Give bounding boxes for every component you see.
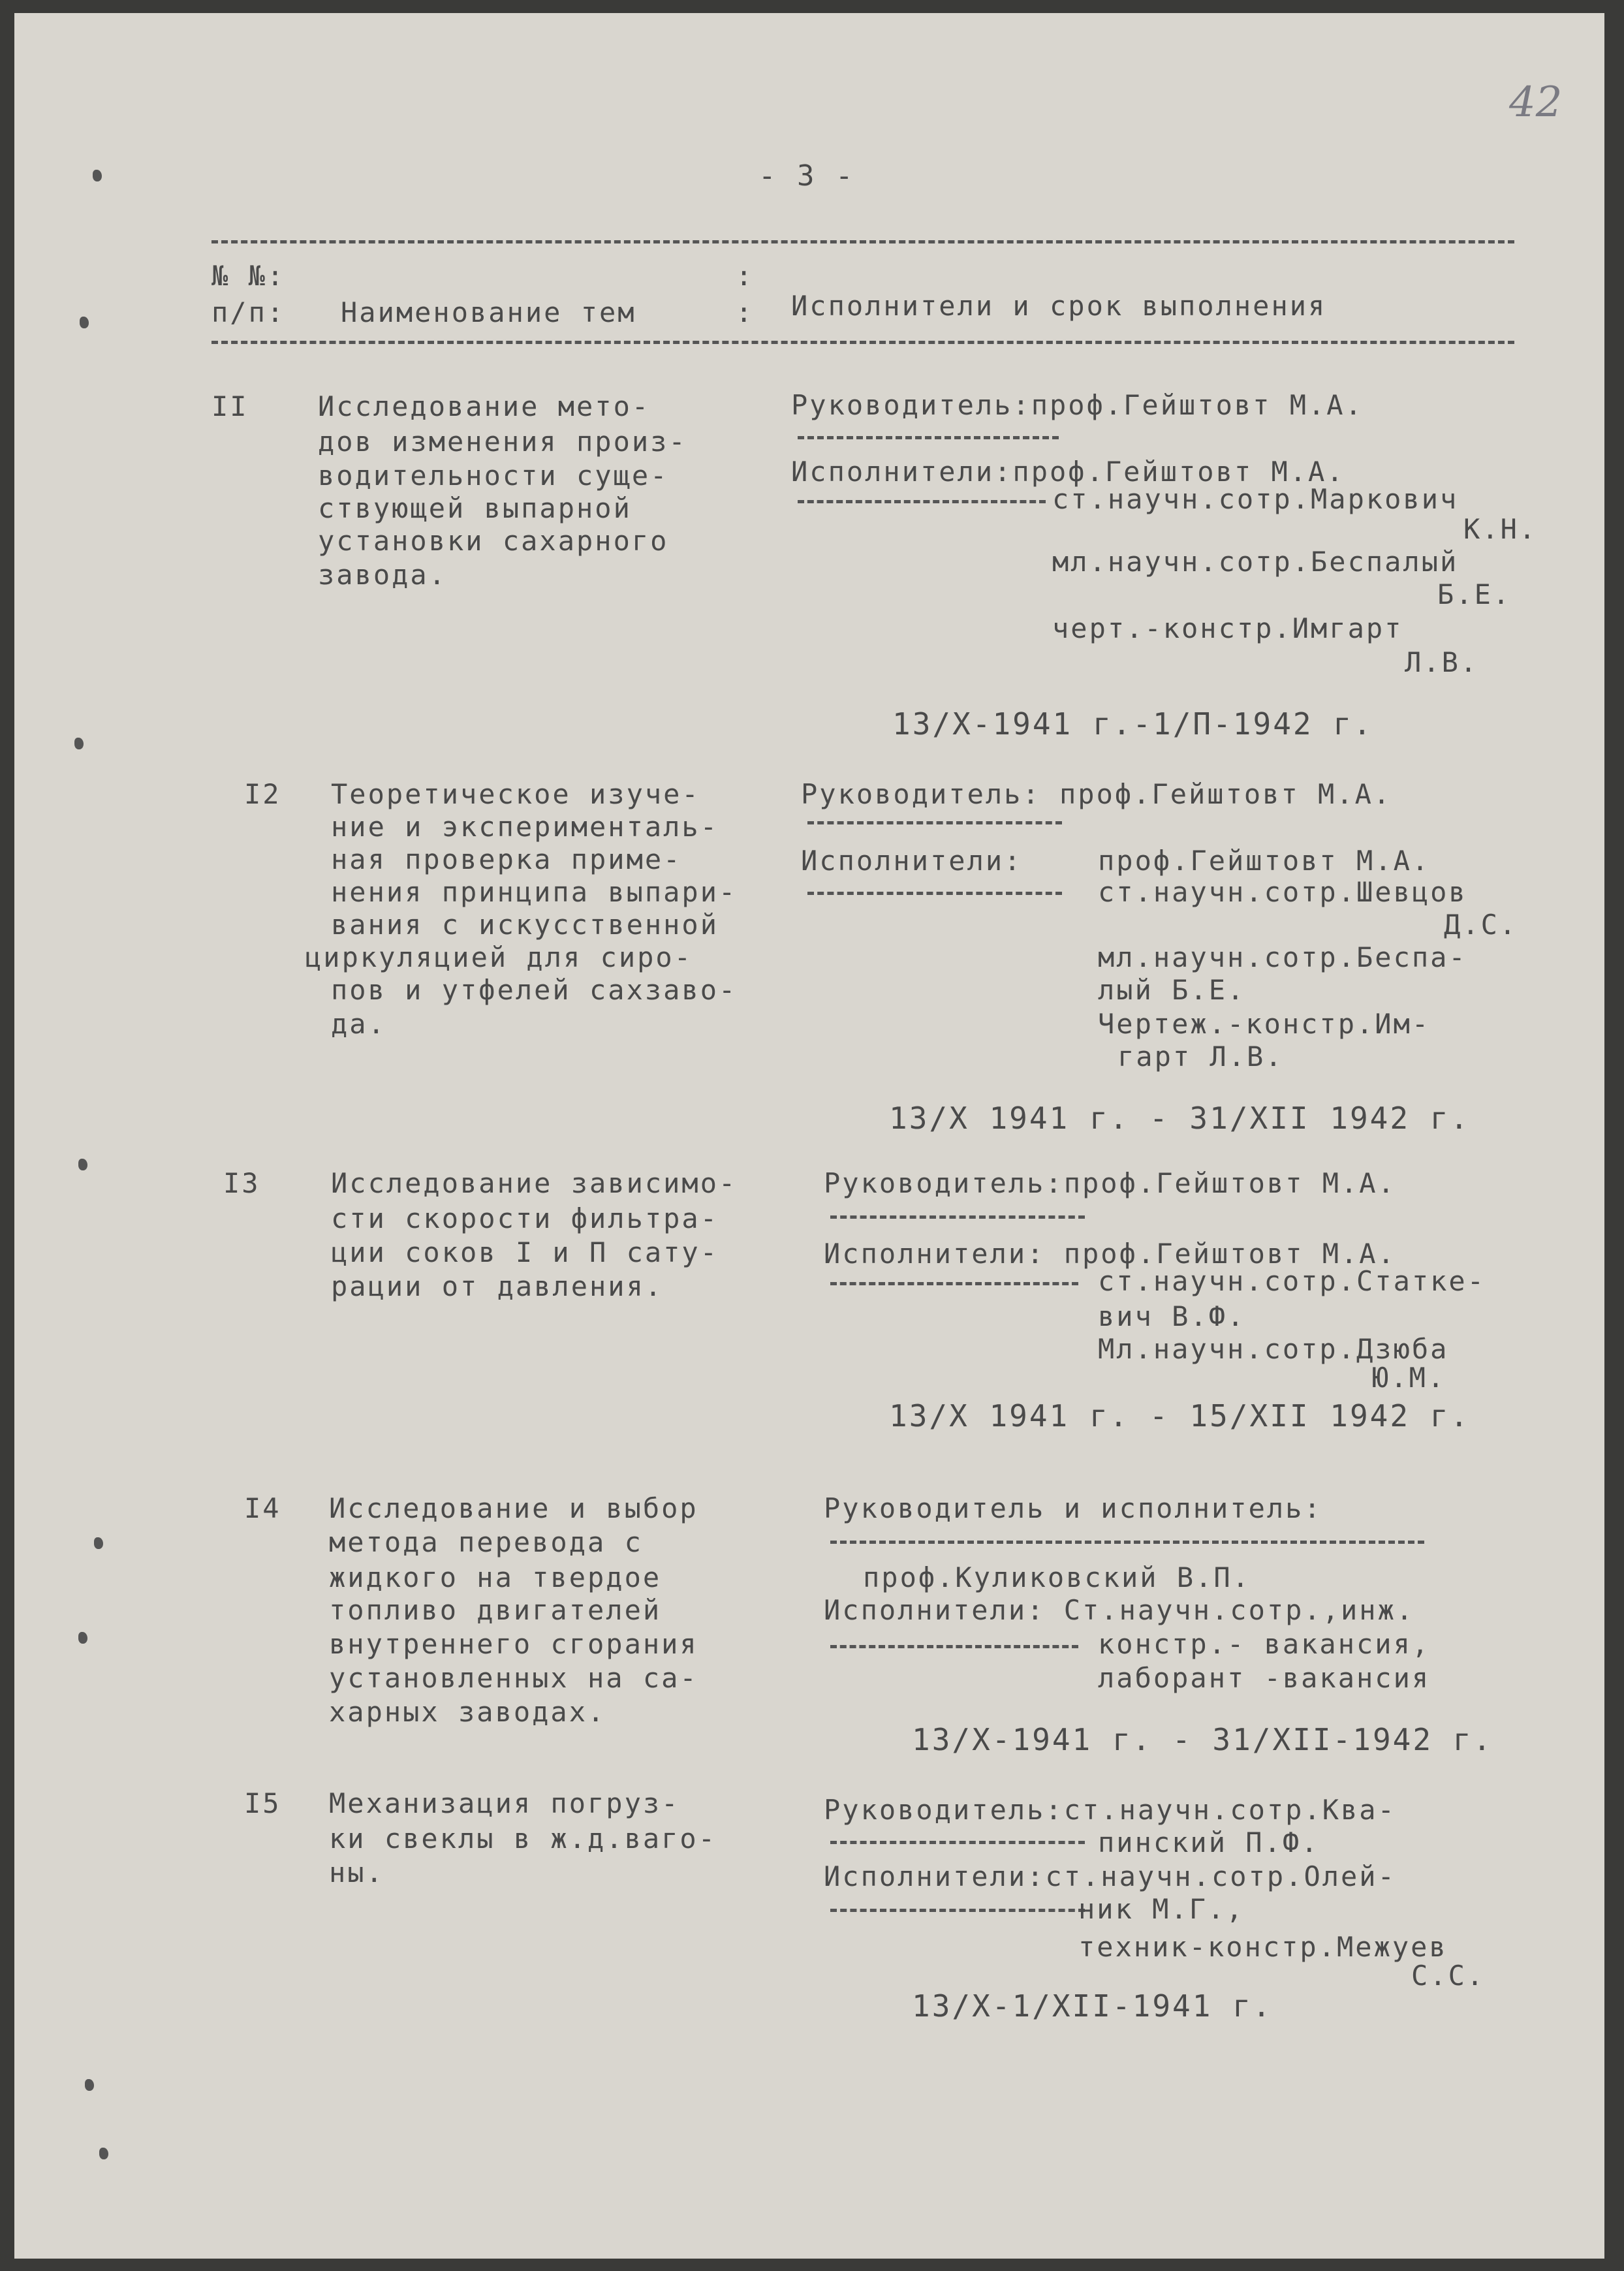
entry-14-title: метода перевода с xyxy=(329,1526,643,1558)
entry-14-number: I4 xyxy=(244,1492,281,1524)
header-topic-col: Наименование тем xyxy=(341,296,636,328)
entry-11-title: завода. xyxy=(318,559,448,591)
entry-11-executor-line: мл.научн.сотр.Беспалый xyxy=(1052,546,1459,578)
entry-14-title: внутреннего сгорания xyxy=(329,1628,698,1660)
entry-15-executor-line: Исполнители:ст.научн.сотр.Олей- xyxy=(824,1860,1396,1892)
entry-14-executor-line: лаборант -вакансия xyxy=(1098,1662,1431,1694)
underline-rule xyxy=(830,1282,1078,1285)
header-number-col-line2: п/п: xyxy=(211,296,286,328)
entry-12-executor-line: ст.научн.сотр.Шевцов xyxy=(1098,876,1467,908)
entry-13-title: сти скорости фильтра- xyxy=(331,1202,719,1234)
entry-11-title: установки сахарного xyxy=(318,525,669,557)
entry-12-title: нения принципа выпари- xyxy=(331,876,738,908)
underline-rule xyxy=(830,1645,1078,1648)
entry-13-period: 13/X 1941 г. - 15/XII 1942 г. xyxy=(889,1398,1471,1433)
entry-11-title: ствующей выпарной xyxy=(318,492,632,524)
binding-hole xyxy=(80,317,89,328)
header-separator: : xyxy=(736,260,755,292)
entry-14-executor-line: констр.- вакансия, xyxy=(1098,1628,1431,1660)
entry-12-title: вания с искусственной xyxy=(331,909,719,941)
entry-13-number: I3 xyxy=(223,1167,260,1199)
underline-rule xyxy=(798,500,1046,503)
entry-14-title: харных заводах. xyxy=(329,1696,606,1728)
entry-11-executor-line: Б.Е. xyxy=(1437,578,1512,610)
entry-12-executor-line: гарт Л.В. xyxy=(1117,1041,1284,1073)
entry-11-title: дов изменения произ- xyxy=(318,426,687,458)
binding-hole xyxy=(85,2079,94,2091)
entry-14-title: установленных на са- xyxy=(329,1662,698,1694)
underline-rule xyxy=(830,1215,1085,1219)
entry-14-period: 13/X-1941 г. - 31/XII-1942 г. xyxy=(912,1722,1493,1757)
underline-rule xyxy=(830,1841,1085,1844)
entry-15-title: ны. xyxy=(329,1856,384,1888)
entry-11-executor-line: Руководитель:проф.Гейштовт М.А. xyxy=(791,389,1364,421)
entry-12-title: пов и утфелей сахзаво- xyxy=(331,974,738,1006)
entry-12-period: 13/X 1941 г. - 31/XII 1942 г. xyxy=(889,1101,1471,1136)
entry-13-executor-line: Мл.научн.сотр.Дзюба xyxy=(1098,1333,1449,1365)
entry-15-executor-line: техник-констр.Межуев xyxy=(1078,1931,1448,1963)
entry-15-executor-line: С.С. xyxy=(1411,1960,1486,1992)
binding-hole xyxy=(94,1537,103,1549)
entry-12-executor-line: мл.научн.сотр.Беспа- xyxy=(1098,941,1467,973)
header-top-rule xyxy=(211,240,1514,243)
entry-13-executor-line: Исполнители: проф.Гейштовт М.А. xyxy=(824,1238,1396,1270)
handwritten-page-number: 42 xyxy=(1509,78,1563,127)
entry-15-executor-line: ник М.Г., xyxy=(1078,1893,1245,1925)
entry-13-title: рации от давления. xyxy=(331,1270,664,1302)
header-bottom-rule xyxy=(211,341,1514,344)
underline-rule xyxy=(807,821,1062,824)
entry-13-title: Исследование зависимо- xyxy=(331,1167,738,1199)
entry-15-number: I5 xyxy=(244,1787,281,1819)
underline-rule xyxy=(830,1541,1424,1544)
entry-13-executor-line: ст.научн.сотр.Статке- xyxy=(1098,1265,1486,1297)
entry-12-title: Теоретическое изуче- xyxy=(331,778,700,810)
binding-hole xyxy=(78,1159,87,1170)
entry-14-title: Исследование и выбор xyxy=(329,1492,698,1524)
entry-12-executor-line: Чертеж.-констр.Им- xyxy=(1098,1008,1431,1040)
entry-14-executor-line: Исполнители: Ст.научн.сотр.,инж. xyxy=(824,1594,1415,1626)
header-executors-col: Исполнители и срок выполнения xyxy=(791,290,1327,322)
document-sheet xyxy=(14,13,1604,2259)
entry-15-executor-line: пинский П.Ф. xyxy=(1098,1826,1320,1858)
binding-hole xyxy=(78,1632,87,1644)
entry-14-executor-line: Руководитель и исполнитель: xyxy=(824,1492,1322,1524)
entry-12-executor-line: Руководитель: проф.Гейштовт М.А. xyxy=(801,778,1392,810)
entry-12-executor-line: проф.Гейштовт М.А. xyxy=(1098,845,1431,877)
entry-13-executor-line: вич В.Ф. xyxy=(1098,1300,1246,1332)
entry-12-title: ние и эксперименталь- xyxy=(331,811,719,843)
entry-12-executor-line: лый Б.Е. xyxy=(1098,974,1246,1006)
entry-11-title: Исследование мето- xyxy=(318,390,651,422)
underline-rule xyxy=(807,892,1062,895)
entry-12-title: циркуляцией для сиро- xyxy=(305,941,693,973)
entry-11-executor-line: Л.В. xyxy=(1405,646,1479,678)
entry-11-executor-line: К.Н. xyxy=(1463,513,1538,545)
entry-11-period: 13/X-1941 г.-1/П-1942 г. xyxy=(892,706,1373,742)
entry-11-number: II xyxy=(211,390,249,422)
entry-14-executor-line: проф.Куликовский В.П. xyxy=(863,1561,1251,1593)
entry-12-executor-line: Исполнители: xyxy=(801,845,1023,877)
entry-14-title: жидкого на твердое xyxy=(329,1561,662,1593)
header-separator: : xyxy=(736,296,755,328)
entry-11-title: водительности суще- xyxy=(318,460,669,492)
entry-13-executor-line: Руководитель:проф.Гейштовт М.А. xyxy=(824,1167,1396,1199)
entry-15-executor-line: Руководитель:ст.научн.сотр.Ква- xyxy=(824,1794,1396,1826)
entry-13-executor-line: Ю.М. xyxy=(1372,1362,1446,1394)
entry-12-title: да. xyxy=(331,1008,386,1040)
entry-11-executor-line: ст.научн.сотр.Маркович xyxy=(1052,483,1459,515)
underline-rule xyxy=(830,1909,1085,1912)
entry-13-title: ции соков I и П сату- xyxy=(331,1236,719,1268)
entry-11-executor-line: черт.-констр.Имгарт xyxy=(1052,612,1403,644)
header-number-col-line1: № №: xyxy=(211,260,286,292)
entry-12-number: I2 xyxy=(244,778,281,810)
entry-15-title: Механизация погруз- xyxy=(329,1787,680,1819)
binding-hole xyxy=(99,2148,108,2159)
entry-12-executor-line: Д.С. xyxy=(1444,909,1518,941)
underline-rule xyxy=(798,436,1059,439)
entry-15-title: ки свеклы в ж.д.ваго- xyxy=(329,1823,717,1855)
binding-hole xyxy=(93,170,102,181)
entry-14-title: топливо двигателей xyxy=(329,1594,662,1626)
entry-15-period: 13/X-1/XII-1941 г. xyxy=(912,1988,1273,2024)
entry-12-title: ная проверка приме- xyxy=(331,843,682,875)
page-number: - 3 - xyxy=(758,159,855,193)
entry-11-executor-line: Исполнители:проф.Гейштовт М.А. xyxy=(791,456,1345,488)
binding-hole xyxy=(74,738,84,749)
